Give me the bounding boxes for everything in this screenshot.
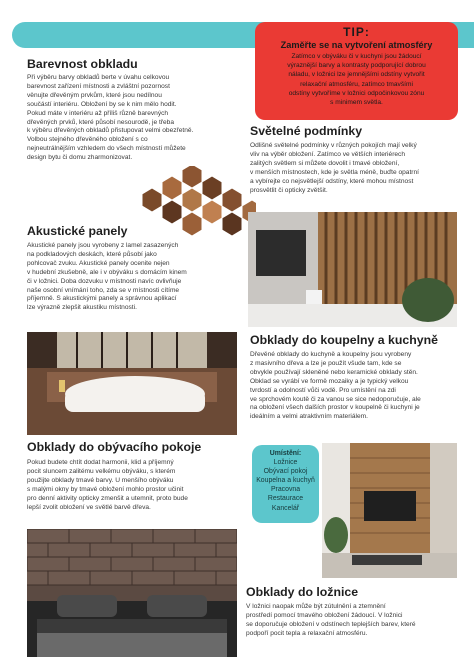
tip-text xyxy=(261,52,452,107)
living-room-tv-image xyxy=(248,212,457,327)
text-line: barevnost zařízení místnosti a zvláštní pozornost xyxy=(27,82,170,90)
hexagon-panels-image xyxy=(128,166,256,244)
text-line: Volbou stejného dřevěného obložení s co xyxy=(27,136,148,144)
section-title-light: Světelné podmínky xyxy=(250,124,363,138)
text-line: naše osobní vnímání toho, zda se v místnosti cítíme xyxy=(27,286,180,294)
placement-title: Umístění: xyxy=(269,450,302,457)
bathroom-bathtub-image xyxy=(27,332,237,435)
text-line: Obklad se vyrábí ve formě mozaiky a je typický velkou xyxy=(250,377,409,385)
text-line: Odlišné světelné podmínky v různých pokojích mají velký xyxy=(250,142,417,149)
text-line: lze výrazně zlepšit akustiku místnosti. xyxy=(27,304,137,312)
text-line: ve sprchovém koutě či za vanou se sice nedoporučuje, ale xyxy=(250,395,421,403)
placement-item: Ložnice xyxy=(273,459,298,467)
text-line: pohlcovač zvuku. Akustické panely ocenite nejen xyxy=(27,259,170,267)
text-line: V ložnici naopak může být zútulnění a ztemnění xyxy=(246,603,386,610)
bedroom-image xyxy=(27,529,237,657)
section-text-acoustic xyxy=(27,242,235,313)
section-text-color xyxy=(27,74,235,163)
text-line: na obložení všech dalších prostor v koupelně či kuchyni je xyxy=(250,404,420,412)
text-line: prostředí pomocí tmavého obložení žádoucí. V ložnici xyxy=(246,611,403,619)
section-text-bathroom xyxy=(250,351,458,422)
text-line: Pokud budete chtít dodat harmonii, klid a příjemný xyxy=(27,459,174,466)
section-title-bedroom: Obklady do ložnice xyxy=(246,585,359,599)
text-line: s malými okny by tmavé obložení mohlo prostor učinit xyxy=(27,485,184,493)
text-line: k výběru dřevěných obkladů přistupovat velmi obezřetně. xyxy=(27,127,194,135)
text-line: použijte obklady tmavé barvy. U menšího obýváku xyxy=(27,476,174,484)
tip-subtitle: Zaměřte se na vytvoření atmosféry xyxy=(280,40,433,50)
tip-box xyxy=(255,22,458,120)
tip-line: výraznější barvy a kontrasty podporující dobrou xyxy=(287,62,426,70)
placement-item: Obývací pokoj xyxy=(263,468,308,476)
placement-box xyxy=(252,445,319,523)
placement-item: Kancelář xyxy=(271,504,300,512)
text-line: v menších místnostech, kde je světla méně, buďte opatrní xyxy=(250,168,419,176)
text-line: obvykle používají skleněné nebo keramické obklady stěn. xyxy=(250,368,418,376)
text-line: lepší zvolit obložení ve světlé barvě dřeva. xyxy=(27,503,151,511)
text-line: dřevěných prvků, které působí nesourodě, je třeba xyxy=(27,118,174,126)
text-line: z masivního dřeva a lze je použít všude tam, kde se xyxy=(250,359,402,367)
section-text-light xyxy=(250,142,458,195)
living-room-tv-graphic xyxy=(248,212,457,327)
placement-item: Pracovna xyxy=(270,486,301,494)
bathroom-bathtub-graphic xyxy=(27,332,237,435)
section-title-bathroom: Obklady do koupelny a kuchyně xyxy=(250,333,438,347)
bedroom-graphic xyxy=(27,529,237,657)
text-line: tvrdostí a odolností vůči vodě. Pro umístění na zdi xyxy=(250,386,396,394)
tip-line: odstíny vytvoříme v ložnici odpočinkovou zónu xyxy=(288,89,425,97)
tip-line: relaxační atmosféru, zatímco tmavšími xyxy=(300,80,413,88)
text-line: součástí interiéru. Obložení by se k nim mělo hodit. xyxy=(27,100,177,108)
wood-wall-livingroom-graphic xyxy=(322,443,457,578)
tip-title: TIP: xyxy=(343,25,370,39)
text-line: design bytu či domu zharmonizovat. xyxy=(27,154,133,162)
text-line: ideálním a velmi atraktivním materiálem. xyxy=(250,413,368,421)
text-line: nejneutrálnějším vzhledem do všech místností můžete xyxy=(27,145,186,153)
placement-item: Koupelna a kuchyň xyxy=(256,477,315,485)
text-line: Dřevěné obklady do kuchyně a koupelny jsou vyrobeny xyxy=(250,351,412,358)
text-line: vliv na výběr obložení. Zatímco ve větších interiérech xyxy=(250,150,406,158)
placement-item: Restaurace xyxy=(267,495,304,503)
tip-line: s minimem světla. xyxy=(330,99,383,107)
text-line: Při výběru barvy obkladů berte v úvahu celkovou xyxy=(27,74,170,81)
text-line: věnujte dřevěným prvkům, které jsou nedílnou xyxy=(27,91,162,99)
tip-line: Zatímco v obýváku či v kuchyni jsou žádoucí xyxy=(291,53,422,60)
wood-wall-livingroom-image xyxy=(322,443,457,578)
text-line: se doporučuje obložení v odstínech teplejších barev, které xyxy=(246,620,416,628)
section-text-bedroom xyxy=(246,603,458,639)
section-text-living xyxy=(27,459,235,512)
text-line: a vybírejte co nejsvětlejší odstíny, které mohou místnost xyxy=(250,177,414,185)
hexagon-panels-graphic xyxy=(128,166,256,244)
text-line: pro denní aktivity opticky zmenšit a utemnit, proto bude xyxy=(27,494,188,502)
text-line: v hudební zkušebně, ale i v obýváku s domácím kinem xyxy=(27,268,187,276)
text-line: na podkladových deskách, které působí jako xyxy=(27,250,157,258)
section-title-color: Barevnost obkladu xyxy=(27,57,138,71)
text-line: zalitých světlem si můžete dovolit i tmavé obložení, xyxy=(250,159,400,167)
text-line: Akustické panely jsou vyrobeny z lamel zasazených xyxy=(27,242,179,249)
text-line: či v ložnici. Doba dozvuku v místnosti navíc ovlivňuje xyxy=(27,277,182,285)
text-line: Pokud máte v interiéru až příliš různě barevných xyxy=(27,109,169,117)
tip-line: náladu, v ložnici lze jemnějšími odstíny vytvořit xyxy=(288,71,425,79)
text-line: pocit sluncem zalitému velkému obýváku, s kterém xyxy=(27,467,176,475)
text-line: podpoří pocit tepla a relaxační atmosféru. xyxy=(246,629,368,637)
section-title-acoustic: Akustické panely xyxy=(27,224,128,238)
text-line: prosvětlit či opticky zvětšit. xyxy=(250,186,328,194)
text-line: příjemně. S akustickými panely a správnou aplikací xyxy=(27,295,177,303)
section-title-living: Obklady do obývacího pokoje xyxy=(27,440,202,454)
